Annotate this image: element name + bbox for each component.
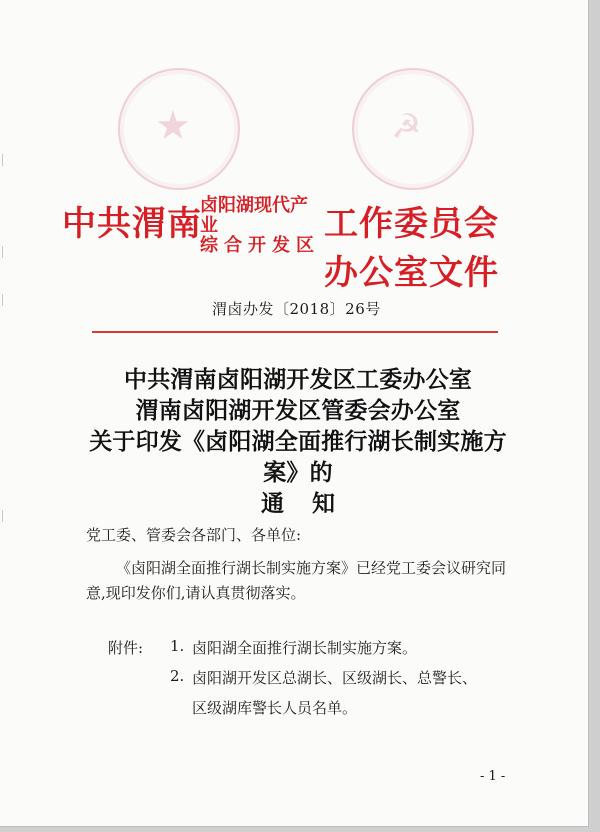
header-divider — [92, 331, 498, 333]
page-number: - 1 - — [480, 769, 506, 784]
binding-mark — [2, 246, 11, 258]
binding-mark — [2, 294, 11, 306]
attachments-block — [108, 637, 508, 727]
attachment-1-number: 1. — [170, 637, 185, 655]
attachment-row — [108, 667, 508, 697]
star-icon: ★ — [155, 103, 191, 149]
left-seal-stamp — [118, 68, 240, 190]
binding-mark — [2, 510, 11, 522]
attachment-row — [108, 637, 508, 667]
body-paragraph: 《卤阳湖全面推行湖长制实施方案》已经党工委会议研究同意,现印发你们,请认真贯彻落实。 — [86, 559, 507, 602]
header-middle-line-1: 卤阳湖现代产业 — [200, 195, 308, 236]
document-body — [86, 523, 506, 606]
title-line-4: 通知 — [261, 490, 363, 517]
header-middle-line-2: 综合开发区 — [200, 234, 320, 256]
right-seal-stamp — [352, 68, 474, 190]
title-line-1: 中共渭南卤阳湖开发区工委办公室 — [124, 366, 472, 393]
header-middle-text — [200, 196, 325, 255]
red-header — [62, 194, 532, 293]
title-line-3: 关于印发《卤阳湖全面推行湖长制实施方案》的 — [89, 428, 507, 486]
binding-mark — [2, 154, 11, 166]
party-emblem-icon: ☭ — [391, 107, 422, 147]
header-right-text: 工作委员会办公室文件 — [324, 204, 499, 293]
title-line-2: 渭南卤阳湖开发区管委会办公室 — [135, 397, 461, 424]
document-number: 渭卤办发〔2018〕26号 — [212, 300, 381, 318]
attachment-1-text: 卤阳湖全面推行湖长制实施方案。 — [192, 639, 418, 657]
attachment-2-text-line-2: 区级湖库警长人员名单。 — [192, 699, 358, 717]
attachment-2-text-line-1: 卤阳湖开发区总湖长、区级湖长、总警长、 — [192, 669, 478, 687]
salutation: 党工委、管委会各部门、各单位: — [86, 526, 302, 544]
attachment-2-number: 2. — [170, 667, 185, 685]
attachments-prefix: 附件: — [108, 639, 144, 657]
attachment-row — [108, 697, 508, 727]
header-left-text: 中共渭南 — [62, 204, 202, 244]
document-title — [88, 364, 508, 519]
